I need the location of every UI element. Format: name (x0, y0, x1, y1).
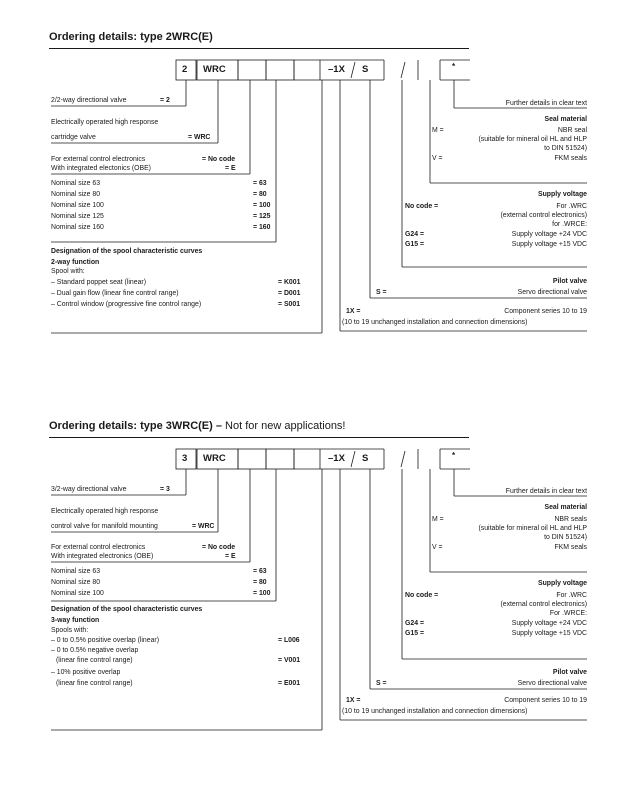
seal-v-key: V = (432, 544, 443, 551)
wrce-label: for .WRCE: (552, 221, 587, 228)
spool-label: – Standard poppet seat (linear) (51, 279, 146, 286)
code-type-digit: 2 (182, 64, 188, 75)
no-code-value: For .WRC (556, 592, 587, 599)
pilot-value: Servo directional valve (517, 680, 587, 687)
ordering-section-2wrc (0, 0, 644, 360)
seal-v-value: FKM seals (554, 544, 587, 551)
seal-m-value: NBR seal (557, 127, 587, 134)
size-label: Nominal size 80 (51, 191, 101, 198)
code-pilot-s: S (362, 453, 369, 464)
further-details: Further details in clear text (505, 100, 587, 107)
size-code: = 63 (253, 568, 267, 575)
seal-m-value: NBR seals (554, 516, 587, 523)
seal-heading: Seal material (544, 116, 587, 123)
size-code: = 80 (253, 191, 267, 198)
series-value: Component series 10 to 19 (504, 308, 587, 315)
integrated-electronics-label: With integrated electronics (OBE) (51, 553, 154, 560)
spool-label: – 10% positive overlap (51, 669, 121, 676)
spool-label: – 0 to 0.5% negative overlap (51, 647, 139, 654)
seal-v-key: V = (432, 155, 443, 162)
size-label: Nominal size 100 (51, 590, 104, 597)
supply-heading: Supply voltage (537, 580, 587, 587)
size-code: = 100 (253, 202, 271, 209)
code-star: * (452, 62, 456, 71)
integrated-electronics-code: = E (225, 165, 236, 172)
directional-valve-label: 3/2-way directional valve (51, 486, 127, 493)
g15-key: G15 = (405, 630, 424, 637)
g15-key: G15 = (405, 241, 424, 248)
series-note: (10 to 19 unchanged installation and connection dimensions) (342, 319, 528, 326)
section-title: Ordering details: type 3WRC(E) – Not for new applications! (49, 420, 346, 432)
series-note: (10 to 19 unchanged installation and connection dimensions) (342, 708, 528, 715)
size-label: Nominal size 125 (51, 213, 104, 220)
g24-value: Supply voltage +24 VDC (511, 231, 587, 238)
pilot-value: Servo directional valve (517, 289, 587, 296)
code-series: –1X (328, 453, 345, 464)
code-series: –1X (328, 64, 345, 75)
further-details: Further details in clear text (505, 488, 587, 495)
seal-m-note: (suitable for mineral oil HL and HLP (478, 525, 587, 532)
code-type-digit: 3 (182, 453, 188, 464)
no-code-note: (external control electronics) (500, 601, 587, 608)
size-label: Nominal size 63 (51, 180, 101, 187)
seal-m-note: to DIN 51524) (544, 145, 587, 152)
size-code: = 160 (253, 224, 271, 231)
external-electronics-label: For external control electronics (51, 156, 146, 163)
seal-m-key: M = (432, 127, 444, 134)
size-code: = 63 (253, 180, 267, 187)
spool-code: = S001 (278, 301, 301, 308)
code-pilot-s: S (362, 64, 369, 75)
series-key: 1X = (346, 308, 361, 315)
code-wrc: WRC (203, 64, 226, 75)
integrated-electronics-label: With integrated electonics (OBE) (51, 165, 151, 172)
spool-code: = V001 (278, 657, 301, 664)
electric-label-2: cartridge valve (51, 134, 96, 141)
electric-label-1: Electrically operated high response (51, 508, 159, 515)
spool-sublabel: (linear fine control range) (56, 657, 133, 664)
no-code-note: (external control electronics) (500, 212, 587, 219)
spool-heading: Designation of the spool characteristic curves (51, 248, 203, 255)
spool-code: = K001 (278, 279, 301, 286)
directional-valve-code: = 3 (160, 486, 170, 493)
pilot-heading: Pilot valve (552, 278, 587, 285)
code-star: * (452, 451, 456, 460)
ordering-section-3wrc (0, 389, 644, 749)
external-electronics-code: = No code (202, 156, 236, 163)
spool-code: = D001 (278, 290, 301, 297)
spool-label: – 0 to 0.5% positive overlap (linear) (51, 637, 160, 644)
external-electronics-label: For external control electronics (51, 544, 146, 551)
pilot-key: S = (376, 680, 387, 687)
function-heading: 2-way function (51, 259, 100, 266)
seal-v-value: FKM seals (554, 155, 587, 162)
directional-valve-code: = 2 (160, 97, 170, 104)
external-electronics-code: = No code (202, 544, 236, 551)
seal-m-key: M = (432, 516, 444, 523)
g24-key: G24 = (405, 231, 424, 238)
pilot-key: S = (376, 289, 387, 296)
spool-sublabel: (linear fine control range) (56, 680, 133, 687)
size-label: Nominal size 63 (51, 568, 101, 575)
seal-heading: Seal material (544, 504, 587, 511)
spool-heading: Designation of the spool characteristic curves (51, 606, 203, 613)
electric-code: = WRC (192, 523, 215, 530)
g15-value: Supply voltage +15 VDC (511, 630, 587, 637)
pilot-heading: Pilot valve (552, 669, 587, 676)
electric-label-2: control valve for manifold mounting (51, 523, 158, 530)
size-label: Nominal size 100 (51, 202, 104, 209)
integrated-electronics-code: = E (225, 553, 236, 560)
spool-with: Spool with: (51, 268, 85, 275)
directional-valve-label: 2/2-way directional valve (51, 97, 127, 104)
spool-label: – Control window (progressive fine control range) (51, 301, 202, 308)
series-value: Component series 10 to 19 (504, 697, 587, 704)
spool-code: = L006 (278, 637, 300, 644)
seal-m-note: to DIN 51524) (544, 534, 587, 541)
g24-value: Supply voltage +24 VDC (511, 620, 587, 627)
size-label: Nominal size 160 (51, 224, 104, 231)
g24-key: G24 = (405, 620, 424, 627)
supply-heading: Supply voltage (537, 191, 587, 198)
series-key: 1X = (346, 697, 361, 704)
size-code: = 80 (253, 579, 267, 586)
no-code-key: No code = (405, 592, 439, 599)
section-title: Ordering details: type 2WRC(E) (49, 31, 213, 43)
spool-with: Spools with: (51, 627, 89, 634)
spool-label: – Dual gain flow (linear fine control range) (51, 290, 179, 297)
function-heading: 3-way function (51, 617, 100, 624)
code-wrc: WRC (203, 453, 226, 464)
electric-label-1: Electrically operated high response (51, 119, 159, 126)
seal-m-note: (suitable for mineral oil HL and HLP (478, 136, 587, 143)
g15-value: Supply voltage +15 VDC (511, 241, 587, 248)
no-code-key: No code = (405, 203, 439, 210)
electric-code: = WRC (188, 134, 211, 141)
wrce-label: For .WRCE: (549, 610, 587, 617)
size-label: Nominal size 80 (51, 579, 101, 586)
spool-code: = E001 (278, 680, 301, 687)
size-code: = 100 (253, 590, 271, 597)
no-code-value: For .WRC (556, 203, 587, 210)
size-code: = 125 (253, 213, 271, 220)
